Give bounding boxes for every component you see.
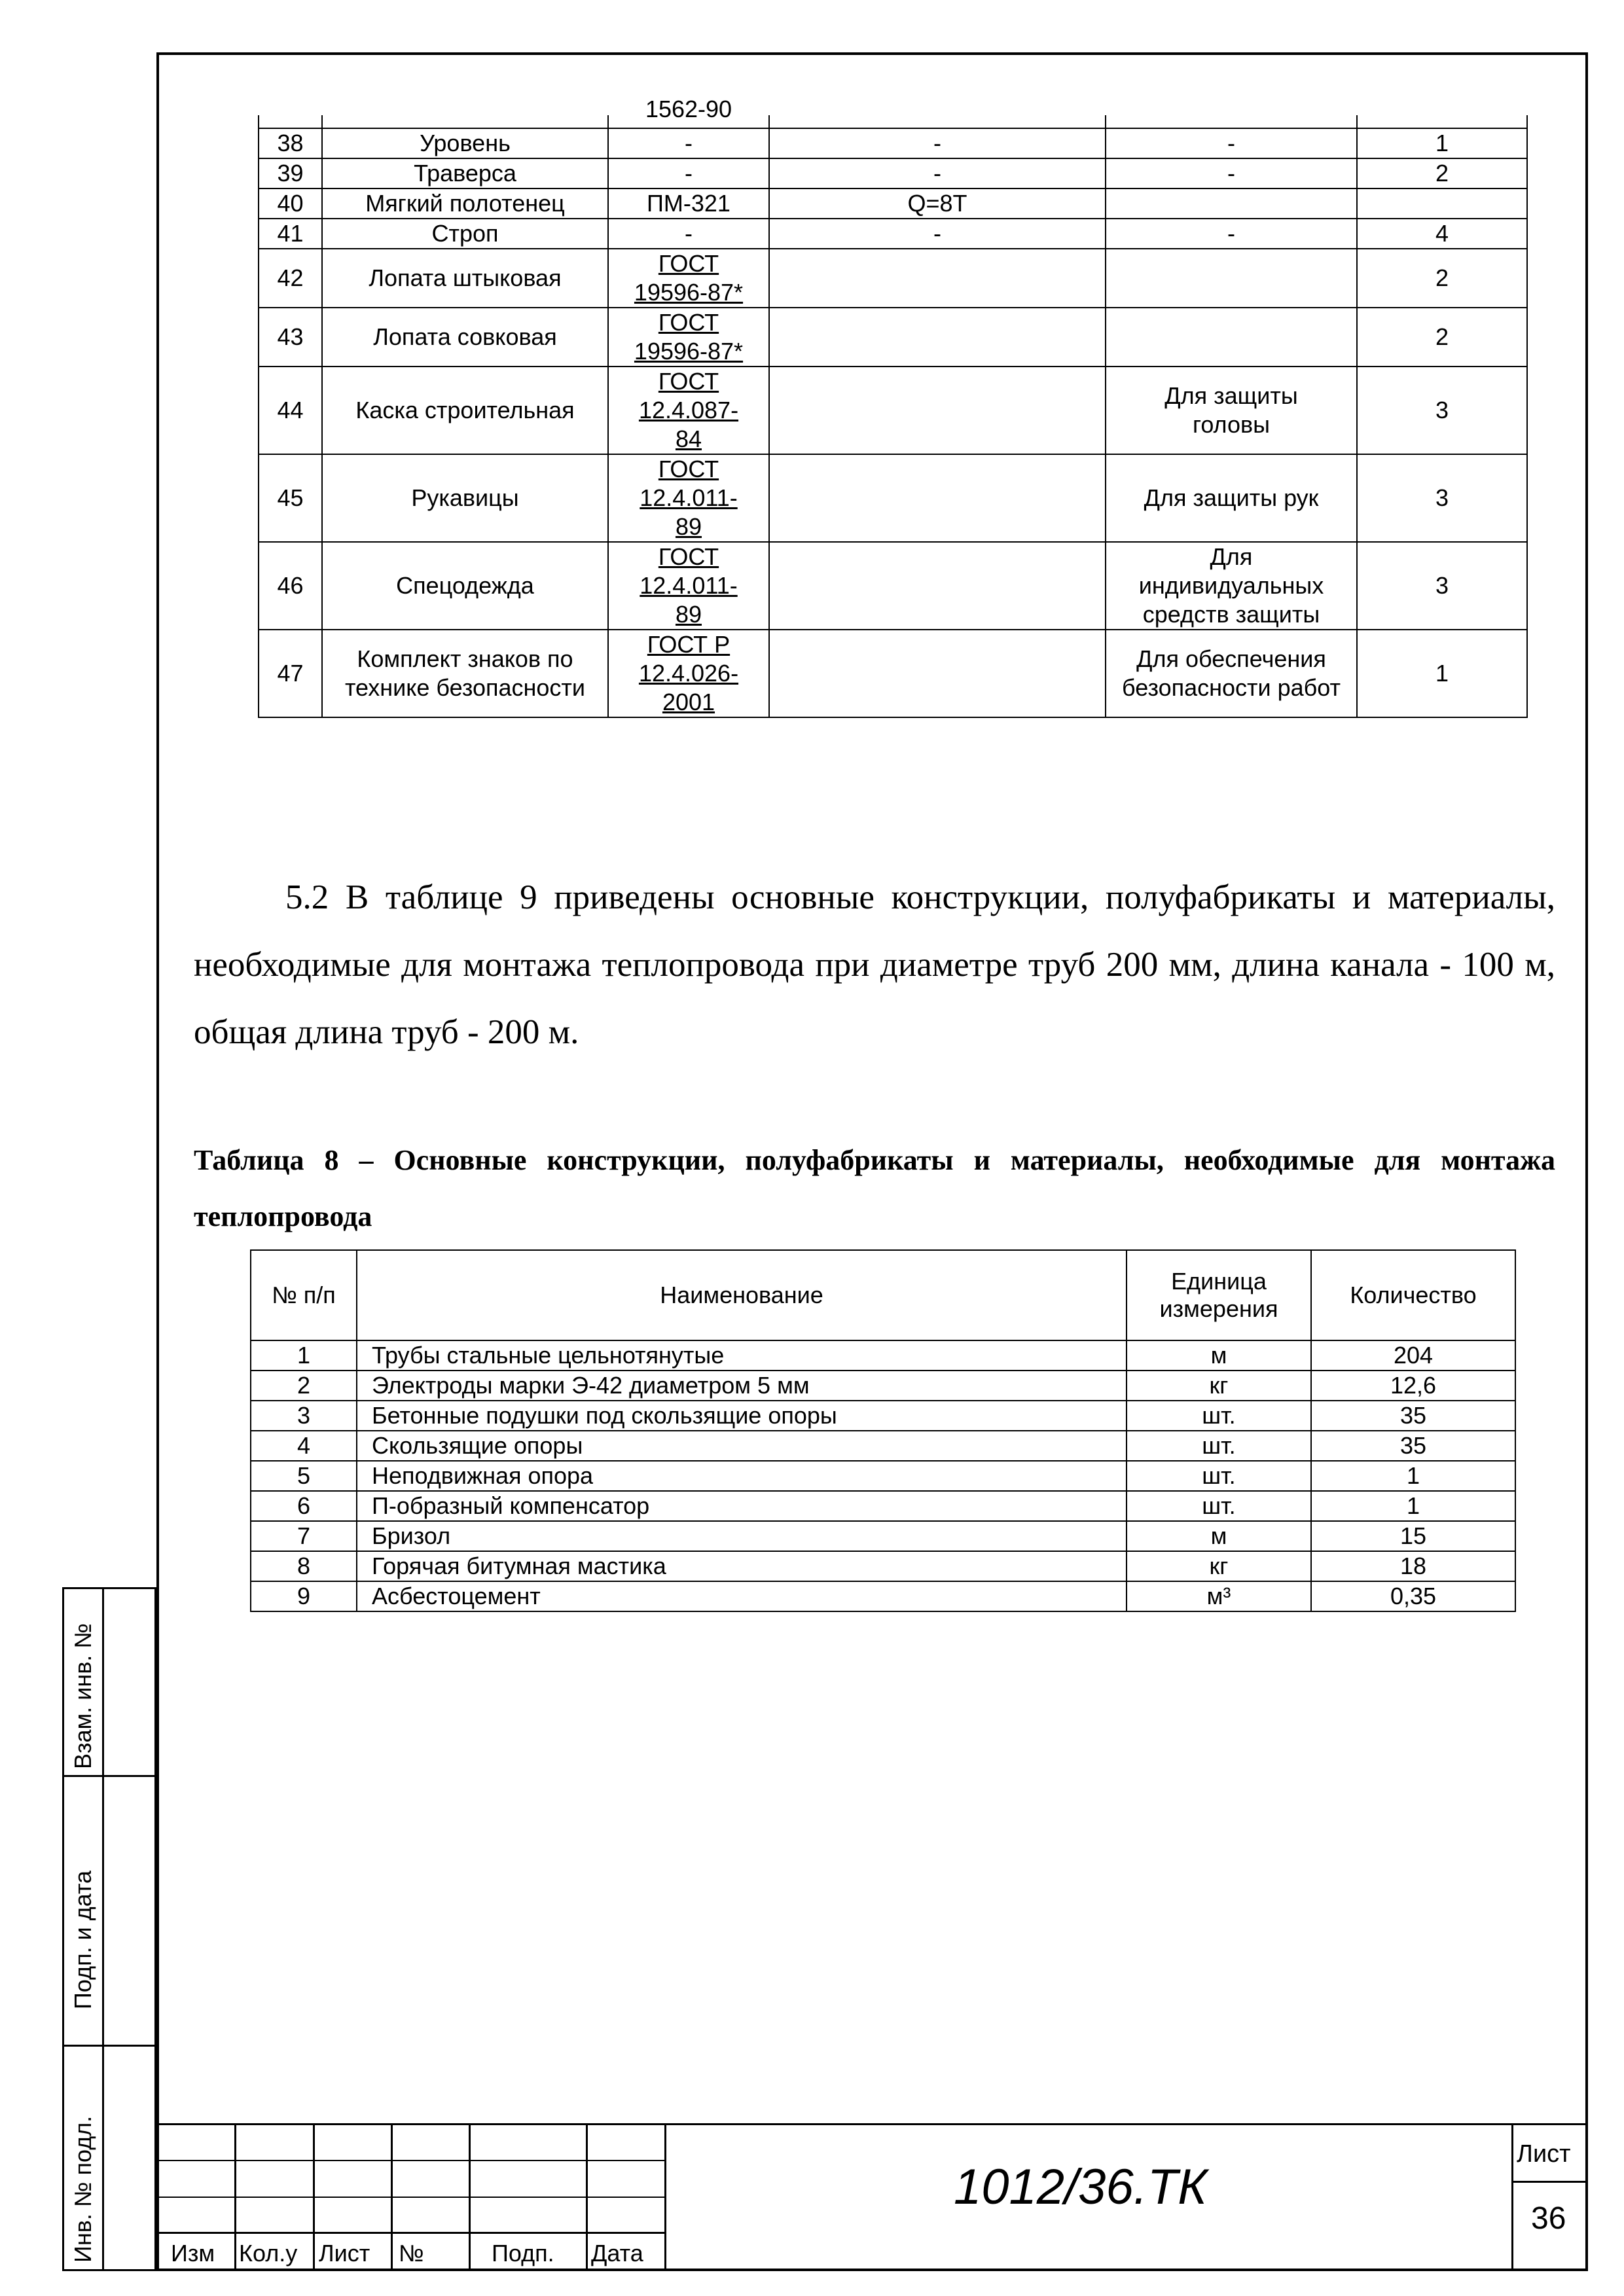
row-number: 9 (251, 1581, 357, 1611)
row-qty: 1 (1311, 1491, 1515, 1521)
row-note (1106, 188, 1357, 219)
row-name: Комплект знаков по технике безопасности (322, 630, 608, 717)
row-number: 46 (259, 542, 322, 630)
row-spec: Q=8Т (769, 188, 1106, 219)
row-unit: кг (1127, 1371, 1311, 1401)
row-qty: 1 (1357, 630, 1527, 717)
row-doc: ГОСТ 12.4.087-84 (608, 367, 769, 454)
row-qty: 204 (1311, 1340, 1515, 1371)
table-row (251, 1340, 1515, 1371)
row-name: Рукавицы (322, 454, 608, 542)
row-name: Бризол (357, 1521, 1127, 1551)
row-qty: 2 (1357, 249, 1527, 308)
stamp-col-num: № (399, 2240, 424, 2267)
stamp-col-kolu: Кол.у (239, 2240, 298, 2267)
row-doc: - (608, 128, 769, 158)
row-name: Трубы стальные цельнотянутые (357, 1340, 1127, 1371)
row-name: Траверса (322, 158, 608, 188)
body-paragraph: 5.2 В таблице 9 приведены основные конструкции, полуфабрикаты и материалы, необходимые для монтажа теплопровода при диаметре труб 200 мм, длина канала - 100 м, общая длина труб - 200 м. (194, 878, 1555, 1051)
row-note (1106, 308, 1357, 367)
side-label-podp: Подп. и дата (69, 1870, 96, 2009)
row-number: 7 (251, 1521, 357, 1551)
row-spec (769, 454, 1106, 542)
row-name: Лопата штыковая (322, 249, 608, 308)
row-qty: 2 (1357, 308, 1527, 367)
row-spec (769, 367, 1106, 454)
row-name: Неподвижная опора (357, 1461, 1127, 1491)
materials-table (250, 1249, 1516, 1612)
table-row (259, 542, 1527, 630)
row-name: Горячая битумная мастика (357, 1551, 1127, 1581)
row-unit: шт. (1127, 1491, 1311, 1521)
row-number: 1 (251, 1340, 357, 1371)
row-number: 39 (259, 158, 322, 188)
table-row (259, 188, 1527, 219)
table-row (259, 219, 1527, 249)
row-doc: ГОСТ 19596-87* (608, 249, 769, 308)
row-qty: 3 (1357, 454, 1527, 542)
row-number: 4 (251, 1431, 357, 1461)
row-qty: 35 (1311, 1401, 1515, 1431)
row-qty: 12,6 (1311, 1371, 1515, 1401)
row-name: Электроды марки Э-42 диаметром 5 мм (357, 1371, 1127, 1401)
table-row (251, 1431, 1515, 1461)
row-qty (1357, 188, 1527, 219)
header-qty: Количество (1311, 1250, 1515, 1340)
row-name: Уровень (322, 128, 608, 158)
stamp-col-list: Лист (319, 2240, 370, 2267)
row-note (1106, 249, 1357, 308)
row-note: - (1106, 128, 1357, 158)
row-qty: 1 (1357, 128, 1527, 158)
side-stamp-vzam (62, 1587, 156, 1777)
side-stamp-podp (62, 1775, 156, 2047)
row-note: Для индивидуальных средств защиты (1106, 542, 1357, 630)
row-unit: м (1127, 1340, 1311, 1371)
table-row (251, 1521, 1515, 1551)
row-doc: ГОСТ 12.4.011-89 (608, 454, 769, 542)
row-spec (769, 249, 1106, 308)
row-spec (769, 542, 1106, 630)
row-number: 5 (251, 1461, 357, 1491)
row-qty: 4 (1357, 219, 1527, 249)
table-row (251, 1461, 1515, 1491)
row-unit: шт. (1127, 1431, 1311, 1461)
row-doc: ГОСТ Р 12.4.026-2001 (608, 630, 769, 717)
table-row (251, 1371, 1515, 1401)
table-row (259, 128, 1527, 158)
row-unit: шт. (1127, 1401, 1311, 1431)
header-name: Наименование (357, 1250, 1127, 1340)
row-number: 2 (251, 1371, 357, 1401)
table-row (259, 158, 1527, 188)
row-qty: 3 (1357, 542, 1527, 630)
row-note: Для защиты рук (1106, 454, 1357, 542)
row-doc: ГОСТ 19596-87* (608, 308, 769, 367)
table-row (251, 1491, 1515, 1521)
row-name: Асбестоцемент (357, 1581, 1127, 1611)
row-name: Бетонные подушки под скользящие опоры (357, 1401, 1127, 1431)
row-number: 40 (259, 188, 322, 219)
row-qty: 2 (1357, 158, 1527, 188)
row-note: - (1106, 158, 1357, 188)
stamp-col-data: Дата (591, 2240, 643, 2267)
row-doc: - (608, 158, 769, 188)
row-qty: 1 (1311, 1461, 1515, 1491)
sheet-label: Лист (1517, 2140, 1571, 2168)
row-name: П-образный компенсатор (357, 1491, 1127, 1521)
row-name: Скользящие опоры (357, 1431, 1127, 1461)
row-name: Мягкий полотенец (322, 188, 608, 219)
row-unit: кг (1127, 1551, 1311, 1581)
row-unit: м³ (1127, 1581, 1311, 1611)
table-row (251, 1401, 1515, 1431)
table-header-row (251, 1250, 1515, 1340)
row-number: 45 (259, 454, 322, 542)
row-number: 41 (259, 219, 322, 249)
row-spec: - (769, 128, 1106, 158)
row-spec: - (769, 219, 1106, 249)
header-num: № п/п (251, 1250, 357, 1340)
row-number: 44 (259, 367, 322, 454)
equipment-table-continued (258, 96, 1528, 718)
row-number: 3 (251, 1401, 357, 1431)
table-row (251, 1581, 1515, 1611)
row-spec (769, 630, 1106, 717)
document-designation: 1012/36.ТК (954, 2159, 1208, 2215)
table-row (251, 1551, 1515, 1581)
row-name: Строп (322, 219, 608, 249)
row-note: - (1106, 219, 1357, 249)
stamp-col-izm: Изм (171, 2240, 215, 2267)
row-note: Для обеспечения безопасности работ (1106, 630, 1357, 717)
sheet-number: 36 (1531, 2201, 1566, 2236)
table-row (259, 367, 1527, 454)
row-qty: 3 (1357, 367, 1527, 454)
table-caption: Таблица 8 – Основные конструкции, полуфабрикаты и материалы, необходимые для монтажа теплопровода (194, 1144, 1555, 1232)
row-name: Каска строительная (322, 367, 608, 454)
row-doc: ПМ-321 (608, 188, 769, 219)
table-row (259, 249, 1527, 308)
row-qty: 18 (1311, 1551, 1515, 1581)
side-label-vzam: Взам. инв. № (69, 1623, 96, 1769)
row-doc: - (608, 219, 769, 249)
row-number: 42 (259, 249, 322, 308)
row-number: 38 (259, 128, 322, 158)
header-unit: Единица измерения (1127, 1250, 1311, 1340)
row-name: Спецодежда (322, 542, 608, 630)
row-qty: 0,35 (1311, 1581, 1515, 1611)
row-unit: м (1127, 1521, 1311, 1551)
row-spec: - (769, 158, 1106, 188)
table-row-cut (259, 115, 1527, 128)
row-name: Лопата совковая (322, 308, 608, 367)
table-row (259, 454, 1527, 542)
title-block (156, 2123, 1588, 2271)
row-doc: ГОСТ 12.4.011-89 (608, 542, 769, 630)
row-number: 47 (259, 630, 322, 717)
side-label-inv: Инв. № подл. (69, 2115, 96, 2263)
row-note: Для защиты головы (1106, 367, 1357, 454)
row-spec (769, 308, 1106, 367)
row-qty: 15 (1311, 1521, 1515, 1551)
table-row (259, 308, 1527, 367)
table-row (259, 630, 1527, 717)
stamp-col-podp: Подп. (492, 2240, 554, 2267)
cut-text: 1562-90 (645, 96, 732, 122)
row-unit: шт. (1127, 1461, 1311, 1491)
row-number: 8 (251, 1551, 357, 1581)
side-stamp-inv (62, 2045, 156, 2271)
row-number: 43 (259, 308, 322, 367)
row-qty: 35 (1311, 1431, 1515, 1461)
row-number: 6 (251, 1491, 357, 1521)
